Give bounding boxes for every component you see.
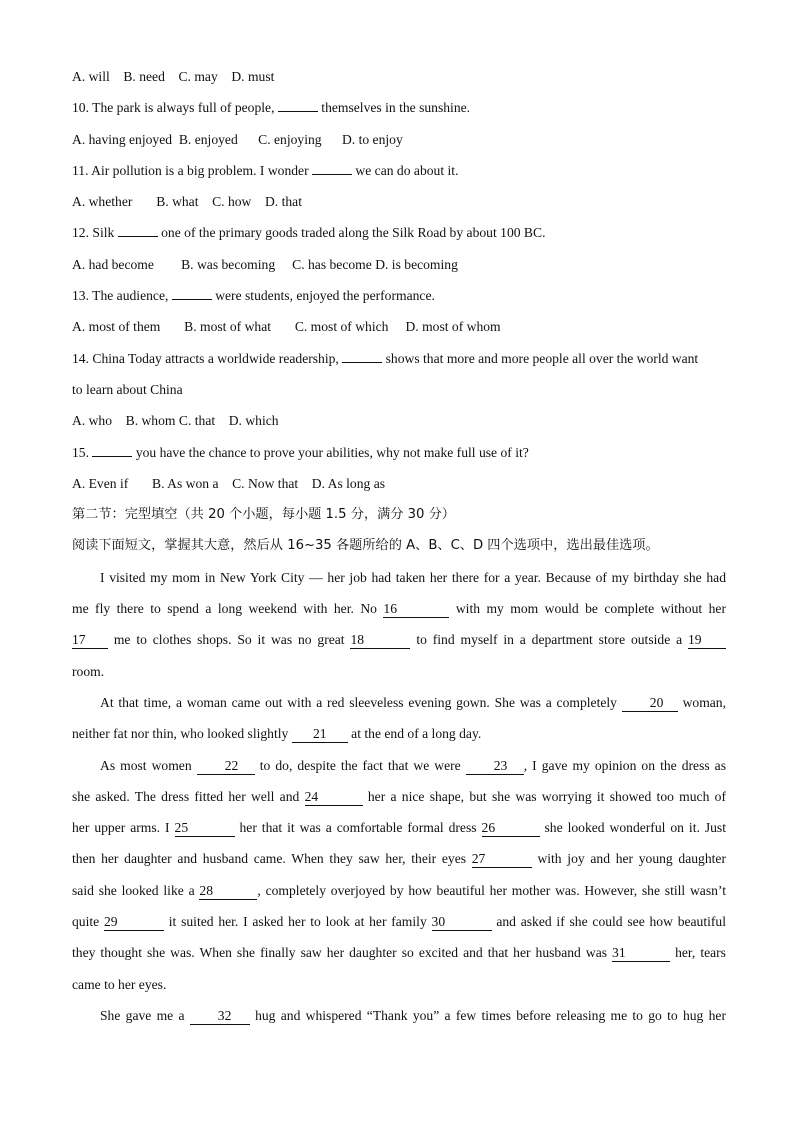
- passage-line: She gave me a 32 hug and whispered “Thank you” a few times before releasing me to go to hug her: [100, 1007, 726, 1023]
- option-a: A. most of them: [72, 319, 161, 335]
- question-15: 15. you have the chance to prove your abilities, why not make full use of it?: [72, 444, 529, 460]
- answer-blank: [92, 444, 132, 457]
- cloze-blank-30: 30: [432, 914, 492, 931]
- passage-line: said she looked like a 28 , completely overjoyed by how beautiful her mother was. However, she still wasn’t: [72, 882, 726, 898]
- passage-line: 17 me to clothes shops. So it was no great 18 to find myself in a department store outside a 19: [72, 627, 726, 658]
- cloze-blank-32: 32: [190, 1008, 250, 1025]
- cloze-blank-26: 26: [482, 820, 540, 837]
- passage-line: then her daughter and husband came. When they saw her, their eyes 27 with joy and her young daughter: [72, 851, 726, 867]
- option-b: B. enjoyed: [178, 131, 238, 147]
- option-d: D. is becoming: [375, 256, 458, 272]
- passage-line: As most women 22 to do, despite the fact that we were 23 , I gave my opinion on the dress as: [100, 757, 727, 773]
- answer-blank: [278, 99, 318, 112]
- cloze-blank-31: 31: [612, 945, 670, 962]
- passage-line: they thought she was. When she finally saw her daughter so excited and that her husband was 31 her, tears: [72, 945, 726, 961]
- question-12: 12. Silk one of the primary goods traded along the Silk Road by about 100 BC.: [72, 225, 546, 241]
- options-q10: [72, 127, 726, 158]
- options-q12: [72, 252, 726, 283]
- answer-blank: [172, 287, 212, 300]
- option-a: A. will: [72, 69, 110, 84]
- option-b: B. what: [156, 194, 199, 210]
- passage-line: came to her eyes.: [72, 976, 167, 992]
- question-13: 13. The audience, were students, enjoyed the performance.: [72, 288, 435, 304]
- option-c: C. Now that: [232, 475, 299, 491]
- cloze-blank-29: 29: [104, 914, 164, 931]
- option-c: C. may: [178, 69, 218, 84]
- option-a: A. who: [72, 413, 113, 429]
- passage-line: neither fat nor thin, who looked slightly 21 at the end of a long day.: [72, 726, 482, 742]
- passage-line: At that time, a woman came out with a red sleeveless evening gown. She was a completely 20 woman,: [100, 694, 726, 710]
- question-14: 14. China Today attracts a worldwide readership, shows that more and more people all over the world want: [72, 350, 699, 366]
- cloze-blank-28: 28: [199, 883, 257, 900]
- option-b: B. was becoming: [181, 256, 276, 272]
- option-a: A. whether: [72, 194, 133, 210]
- answer-blank: [118, 224, 158, 237]
- passage-line: her upper arms. I 25 her that it was a comfortable formal dress 26 she looked wonderful on it. Just: [72, 820, 726, 836]
- option-b: B. As won a: [152, 475, 219, 491]
- option-a: A. Even if: [72, 475, 129, 491]
- option-d: D. As long as: [311, 475, 386, 491]
- question-14-continued: to learn about China: [72, 381, 183, 397]
- passage-line: me fly there to spend a long weekend with her. No 16 with my mom would be complete without her: [72, 601, 726, 617]
- option-c: C. that: [178, 413, 216, 429]
- answer-blank: [342, 350, 382, 363]
- exam-page: [72, 64, 726, 1034]
- option-b: B. need: [123, 69, 165, 84]
- cloze-blank-21: 21: [292, 726, 348, 743]
- question-11: 11. Air pollution is a big problem. I wonder we can do about it.: [72, 162, 459, 178]
- cloze-blank-27: 27: [472, 851, 532, 868]
- cloze-blank-19: 19: [688, 632, 726, 649]
- cloze-blank-23: 23: [466, 758, 524, 775]
- passage-line: she asked. The dress fitted her well and 24 her a nice shape, but she was worrying it showed too much of: [72, 788, 726, 804]
- option-d: D. most of whom: [405, 319, 501, 335]
- options-q11: [72, 189, 726, 220]
- passage-line: quite 29 it suited her. I asked her to look at her family 30 and asked if she could see how beautiful: [72, 914, 727, 930]
- cloze-blank-16: 16: [383, 601, 449, 618]
- option-a: A. had become: [72, 256, 154, 272]
- option-d: D. must: [231, 69, 275, 84]
- option-a: A. having enjoyed: [72, 131, 173, 147]
- cloze-blank-24: 24: [305, 789, 363, 806]
- option-d: D. that: [264, 194, 302, 210]
- cloze-blank-22: 22: [197, 758, 255, 775]
- options-q13: [72, 314, 726, 345]
- cloze-blank-18: 18: [350, 632, 410, 649]
- passage-line: room.: [72, 663, 105, 679]
- option-b: B. most of what: [184, 319, 272, 335]
- option-c: C. enjoying: [258, 131, 322, 147]
- question-10: 10. The park is always full of people, themselves in the sunshine.: [72, 100, 471, 116]
- options-q9: [72, 64, 726, 95]
- option-d: D. to enjoy: [341, 131, 403, 147]
- cloze-blank-25: 25: [175, 820, 235, 837]
- answer-blank: [312, 162, 352, 175]
- cloze-blank-20: 20: [622, 695, 678, 712]
- option-c: C. most of which: [294, 319, 389, 335]
- cloze-blank-17: 17: [72, 632, 108, 649]
- option-c: C. has become: [292, 256, 372, 272]
- options-q15: [72, 471, 726, 502]
- option-d: D. which: [228, 413, 279, 429]
- option-c: C. how: [212, 194, 252, 210]
- passage-line: I visited my mom in New York City — her job had taken her there for a year. Because of my birthday she had: [100, 569, 726, 585]
- options-q14: [72, 408, 726, 439]
- section-instruction: 阅读下面短文，掌握其大意，然后从 16~35 各题所给的 A、B、C、D 四个选项中，选出最佳选项。: [72, 538, 659, 554]
- section-heading: 第二节：完型填空（共 20 个小题，每小题 1.5 分，满分 30 分）: [72, 507, 455, 523]
- option-b: B. whom: [125, 413, 176, 429]
